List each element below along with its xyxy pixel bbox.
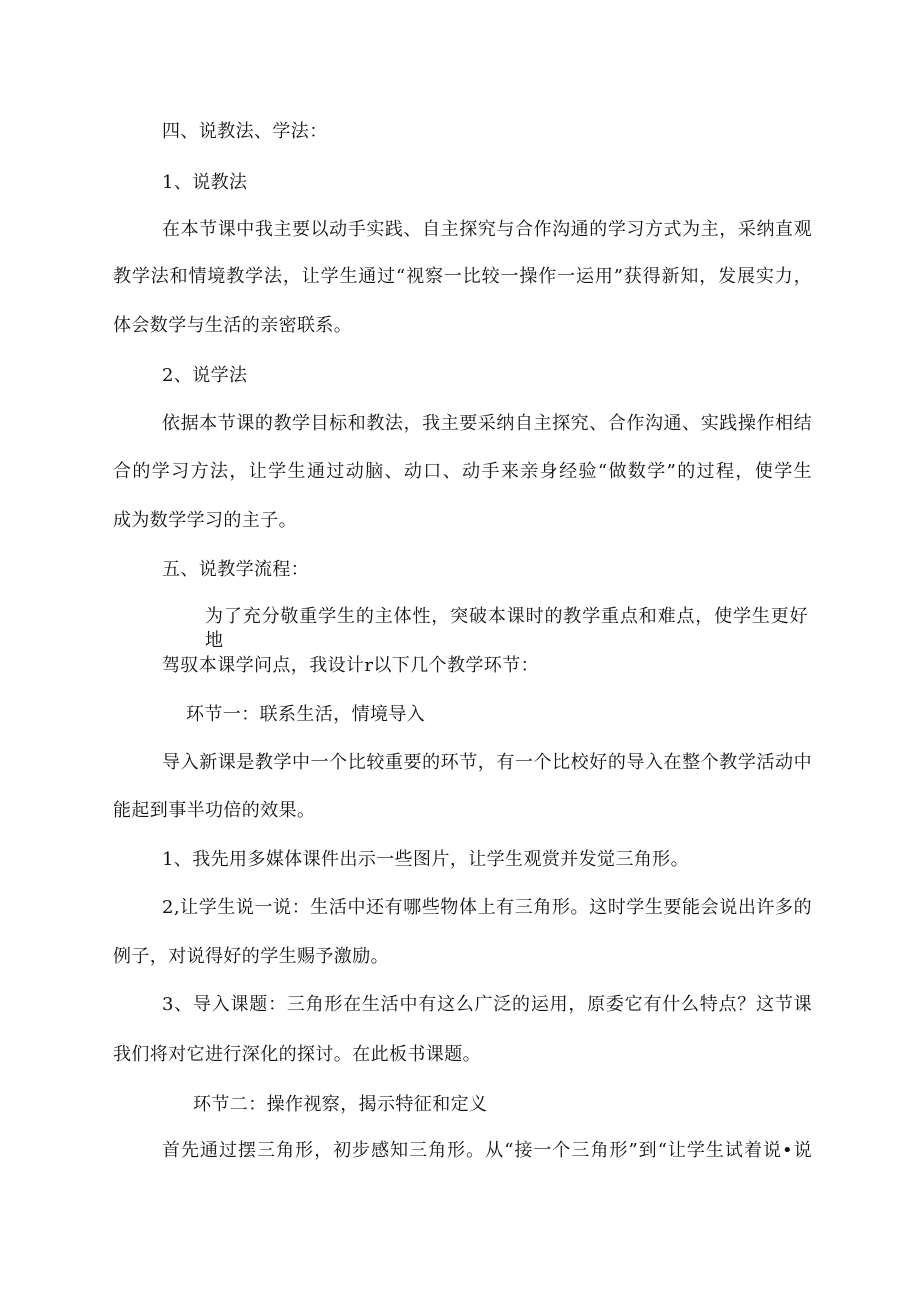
paragraph-line: 依据本节课的教学目标和教法，我主要采纳自主探究、合作沟通、实践操作相结 [162,413,812,434]
paragraph-line: 导入新课是教学中一个比较重要的环节，有一个比校好的导入在整个教学活动中 [162,752,812,773]
paragraph-line: 首先通过摆三角形，初步感知三角形。从“接一个三角形”到“让学生试着说•说 [162,1140,812,1161]
list-item: 2,让学生说一说：生活中还有哪些物体上有三角形。这时学生要能会说出许多的 [162,897,812,918]
paragraph-line: 我们将对它进行深化的探讨。在此板书课题。 [113,1044,481,1065]
heading-teaching-methods: 四、说教法、学法： [162,121,328,142]
subheading-teaching-method: 1、说教法 [162,172,248,193]
heading-teaching-process: 五、说教学流程： [162,559,310,580]
paragraph-line: 驾驭本课学问点，我设计r以下几个教学环节： [162,655,540,676]
paragraph-line: 例子，对说得好的学生赐予激励。 [113,946,389,967]
list-item: 3、导入课题：三角形在生活中有这么广泛的运用，原委它有什么特点？这节课 [162,994,812,1015]
paragraph-line: 体会数学与生活的亲密联系。 [113,315,353,336]
paragraph-line: 教学法和情境教学法，让学生通过“视察一比较一操作一运用”获得新知，发展实力， [113,266,812,287]
paragraph-line: 为了充分敬重学生的主体性，突破本课时的教学重点和难点，使学生更好地 [205,606,808,651]
paragraph-line: 在本节课中我主要以动手实践、自主探究与合作沟通的学习方式为主，采纳直观 [162,219,812,240]
paragraph-line: 合的学习方法，让学生通过动脑、动口、动手来亲身经验“做数学”的过程，使学生 [113,461,812,482]
section-title-stage-two: 环节二：操作视察，揭示特征和定义 [193,1094,488,1115]
list-item: 1、我先用多媒体课件出示一些图片，让学生观赏并发觉三角形。 [162,849,690,870]
section-title-stage-one: 环节一：联系生活，情境导入 [186,704,426,725]
paragraph-line: 能起到事半功倍的效果。 [113,800,316,821]
subheading-learning-method: 2、说学法 [162,365,248,386]
paragraph-line: 成为数学学习的主子。 [113,510,297,531]
